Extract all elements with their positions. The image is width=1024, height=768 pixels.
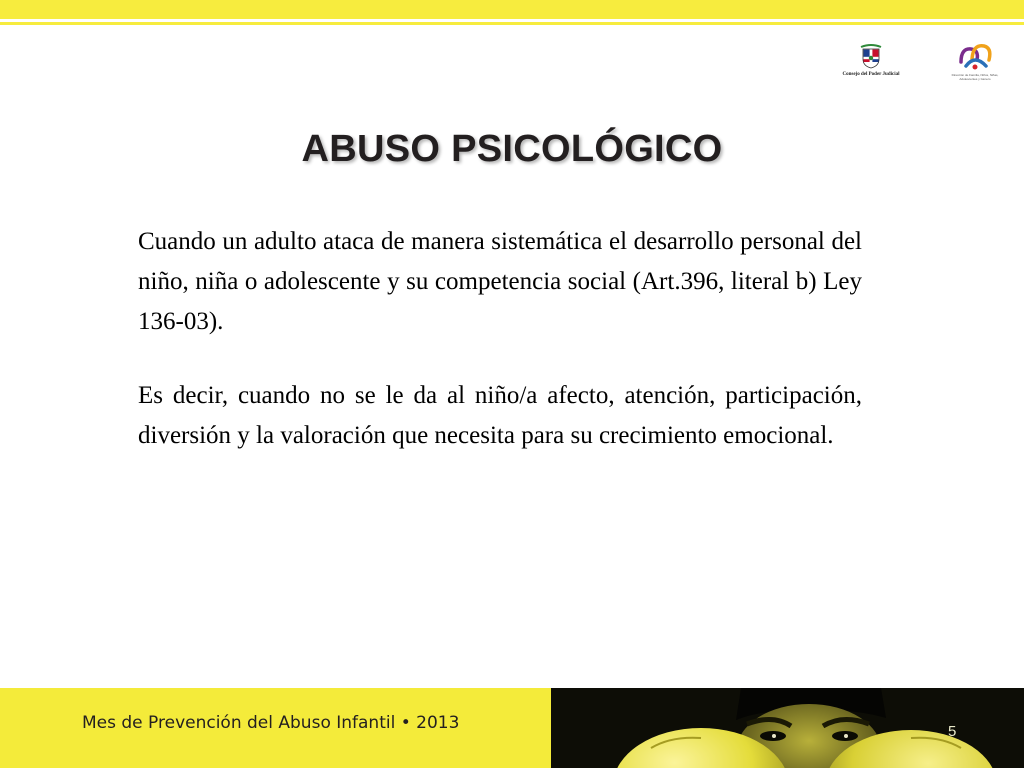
top-accent-line — [0, 22, 1024, 25]
page-number: 5 — [948, 723, 957, 740]
direccion-familia-caption: Dirección de Familia, Niños, Niñas, Adolescentes y Género — [951, 73, 999, 81]
footer-campaign-text: Mes de Prevención del Abuso Infantil • 2013 — [82, 713, 460, 733]
slide-body — [138, 222, 862, 456]
family-logo-icon — [955, 40, 995, 72]
coat-of-arms-icon — [858, 42, 884, 70]
explanation-paragraph: Es decir, cuando no se le da al niño/a afecto, atención, participación, diversión y la valoración que necesita para su crecimiento emocional. — [138, 382, 862, 449]
slide-title: ABUSO PSICOLÓGICO — [301, 128, 723, 170]
direccion-familia-logo — [944, 40, 1006, 86]
poder-judicial-caption: Consejo del Poder Judicial — [842, 72, 900, 77]
definition-paragraph: Cuando un adulto ataca de manera sistemática el desarrollo personal del niño, niña o adolescente y su competencia social (Art.396, literal b) Ley 136-03). — [138, 228, 862, 335]
top-accent-bar — [0, 0, 1024, 19]
poder-judicial-logo — [838, 42, 904, 82]
